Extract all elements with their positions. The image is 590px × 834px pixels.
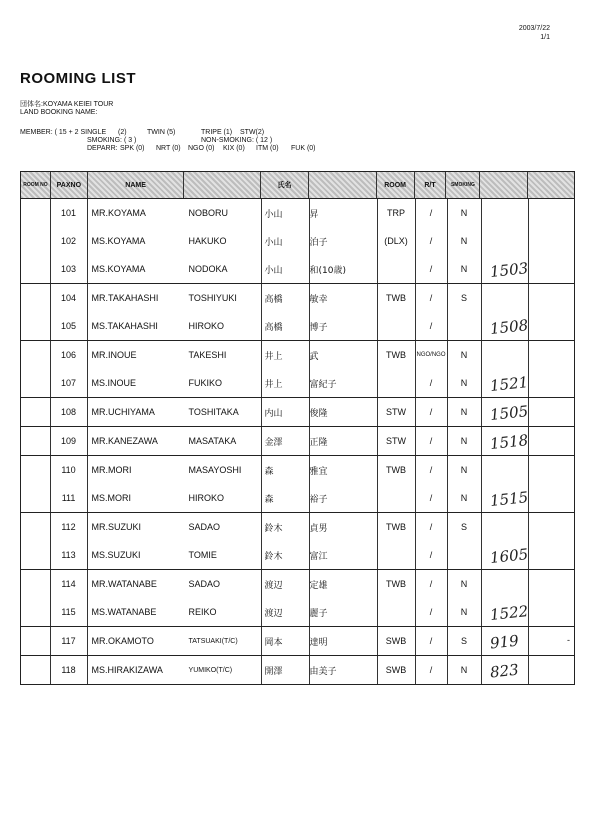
smoking-flag: N xyxy=(448,341,482,369)
jp-first-name: 由美子 xyxy=(310,656,378,684)
smoking-flag: N xyxy=(448,398,482,426)
handwritten-room-number: 1518 xyxy=(488,431,529,453)
jp-last-name: 森 xyxy=(262,484,310,512)
room-type: TWB xyxy=(378,570,416,598)
pax-number: 112 xyxy=(51,513,88,541)
group-rows xyxy=(51,513,482,569)
last-name xyxy=(88,427,185,455)
pax-number: 105 xyxy=(51,312,88,340)
jp-last-name: 井上 xyxy=(262,341,310,369)
room-type xyxy=(378,598,416,626)
smoking-flag: N xyxy=(448,598,482,626)
first-name: TOSHITAKA xyxy=(185,398,262,426)
name-title: MR. xyxy=(91,465,109,475)
first-name: FUKIKO xyxy=(185,369,262,397)
extra-cell xyxy=(529,284,574,340)
surname: MORI xyxy=(108,465,132,475)
jp-last-name: 開澤 xyxy=(262,656,310,684)
room-no-cell xyxy=(21,199,51,283)
name-title: MR. xyxy=(91,350,109,360)
dep-nrt: NRT (0) xyxy=(156,145,181,152)
room-type xyxy=(378,255,416,283)
handwritten-room-number: 1505 xyxy=(488,402,529,424)
table-row xyxy=(51,541,482,569)
handwritten-room-number: 1503 xyxy=(488,259,529,281)
room-group xyxy=(21,570,574,627)
dep-kix: KIX (0) xyxy=(223,145,245,152)
last-name xyxy=(88,627,185,655)
room-no-cell xyxy=(21,427,51,455)
rt-value: / xyxy=(416,513,448,541)
room-group xyxy=(21,284,574,341)
table-row xyxy=(51,341,482,369)
rt-value: / xyxy=(416,369,448,397)
extra-cell xyxy=(529,570,574,626)
jp-first-name: 富紀子 xyxy=(310,369,378,397)
room-type: STW xyxy=(378,398,416,426)
room-group xyxy=(21,199,574,284)
jp-last-name: 鈴木 xyxy=(262,541,310,569)
room-group xyxy=(21,341,574,398)
jp-last-name: 小山 xyxy=(262,199,310,227)
pax-number: 113 xyxy=(51,541,88,569)
pax-number: 103 xyxy=(51,255,88,283)
jp-last-name: 鈴木 xyxy=(262,513,310,541)
room-group xyxy=(21,513,574,570)
rt-value: / xyxy=(416,627,448,655)
room-type: TRP xyxy=(378,199,416,227)
name-title: MR. xyxy=(91,522,109,532)
last-name xyxy=(88,255,185,283)
first-name: NOBORU xyxy=(185,199,262,227)
room-type: STW xyxy=(378,427,416,455)
rt-value: / xyxy=(416,312,448,340)
jp-first-name: 正隆 xyxy=(310,427,378,455)
first-name: TOMIE xyxy=(185,541,262,569)
col-jp-name: 氏名 xyxy=(261,172,309,198)
room-number-cell xyxy=(482,513,529,569)
print-date xyxy=(519,24,550,42)
last-name xyxy=(88,284,185,312)
extra-cell xyxy=(529,627,574,655)
room-no-cell xyxy=(21,570,51,626)
first-name: HIROKO xyxy=(185,484,262,512)
room-type: (DLX) xyxy=(378,227,416,255)
rt-value: / xyxy=(416,484,448,512)
name-title: MR. xyxy=(91,436,109,446)
handwritten-room-number: 919 xyxy=(488,631,520,653)
table-row xyxy=(51,227,482,255)
name-title: MS. xyxy=(91,665,108,675)
single-count: (2) xyxy=(118,129,127,136)
col-rt: R/T xyxy=(415,172,447,198)
room-number-cell xyxy=(482,341,529,397)
last-name xyxy=(88,598,185,626)
jp-first-name: 俊隆 xyxy=(310,398,378,426)
pax-number: 108 xyxy=(51,398,88,426)
col-jp-name-cont xyxy=(309,172,377,198)
name-title: MS. xyxy=(91,264,108,274)
member-summary xyxy=(20,129,540,153)
extra-cell xyxy=(529,456,574,512)
room-type xyxy=(378,312,416,340)
col-room-no: ROOM NO xyxy=(21,172,51,198)
room-type xyxy=(378,484,416,512)
room-group xyxy=(21,427,574,456)
group-rows xyxy=(51,627,482,655)
date-text: 2003/7/22 xyxy=(518,25,550,32)
pax-number: 118 xyxy=(51,656,88,684)
first-name: HIROKO xyxy=(185,312,262,340)
group-rows xyxy=(51,284,482,340)
group-rows xyxy=(51,199,482,283)
surname: TAKAHASHI xyxy=(107,321,158,331)
surname: TAKAHASHI xyxy=(108,293,159,303)
col-smoking: SMOKING xyxy=(446,172,480,198)
group-rows xyxy=(51,398,482,426)
jp-first-name: 定雄 xyxy=(310,570,378,598)
last-name xyxy=(88,541,185,569)
rt-value: / xyxy=(416,227,448,255)
table-row xyxy=(51,627,482,655)
smoking-flag: N xyxy=(448,484,482,512)
group-name: 団体名:KOYAMA KEIEI TOUR xyxy=(20,101,114,108)
last-name xyxy=(88,369,185,397)
extra-cell xyxy=(529,427,574,455)
col-paxno: PAXNO xyxy=(51,172,88,198)
first-name: MASATAKA xyxy=(185,427,262,455)
table-row xyxy=(51,312,482,340)
room-type: TWB xyxy=(378,284,416,312)
smoking-flag: S xyxy=(448,513,482,541)
room-number-cell xyxy=(482,627,529,655)
jp-last-name: 岡本 xyxy=(262,627,310,655)
rooming-table xyxy=(20,171,575,685)
extra-cell xyxy=(529,341,574,397)
rt-value: / xyxy=(416,570,448,598)
twin-count: TWIN (5) xyxy=(147,129,176,136)
jp-first-name: 貞男 xyxy=(310,513,378,541)
last-name xyxy=(88,341,185,369)
room-number-cell xyxy=(482,456,529,512)
room-number-cell xyxy=(482,427,529,455)
jp-first-name: 泊子 xyxy=(310,227,378,255)
name-title: MS. xyxy=(91,321,108,331)
non-smoking-count: NON-SMOKING: ( 12 ) xyxy=(201,137,273,144)
pax-number: 106 xyxy=(51,341,88,369)
table-row xyxy=(51,427,482,455)
surname: KOYAMA xyxy=(107,264,146,274)
room-type: SWB xyxy=(378,656,416,684)
name-title: MR. xyxy=(91,293,109,303)
group-rows xyxy=(51,427,482,455)
group-rows xyxy=(51,456,482,512)
table-row xyxy=(51,199,482,227)
handwritten-room-number: 1605 xyxy=(488,545,529,567)
pax-number: 107 xyxy=(51,369,88,397)
smoking-flag: N xyxy=(448,369,482,397)
col-room-number xyxy=(480,172,528,198)
surname: MORI xyxy=(107,493,132,503)
first-name: TAKESHI xyxy=(185,341,262,369)
pax-number: 114 xyxy=(51,570,88,598)
jp-last-name: 金澤 xyxy=(262,427,310,455)
room-no-cell xyxy=(21,398,51,426)
room-type: TWB xyxy=(378,456,416,484)
first-name: SADAO xyxy=(185,570,262,598)
room-no-cell xyxy=(21,284,51,340)
jp-last-name: 高橋 xyxy=(262,284,310,312)
rt-value: / xyxy=(416,284,448,312)
jp-last-name: 渡辺 xyxy=(262,598,310,626)
handwritten-room-number: 1515 xyxy=(488,488,529,510)
table-row xyxy=(51,369,482,397)
surname: KOYAMA xyxy=(107,236,146,246)
rt-value: / xyxy=(416,427,448,455)
rt-value: / xyxy=(416,255,448,283)
page-title: ROOMING LIST xyxy=(20,70,136,87)
name-title: MR. xyxy=(91,407,109,417)
last-name xyxy=(88,513,185,541)
page-number: 1/1 xyxy=(540,34,550,41)
departure-label: DEPARR: xyxy=(87,145,118,152)
first-name: TOSHIYUKI xyxy=(185,284,262,312)
group-rows xyxy=(51,341,482,397)
room-type xyxy=(378,369,416,397)
last-name xyxy=(88,570,185,598)
room-number-cell xyxy=(482,570,529,626)
room-group xyxy=(21,627,574,656)
first-name: TATSUAKI(T/C) xyxy=(185,627,262,655)
table-row xyxy=(51,656,482,684)
surname: INOUE xyxy=(107,378,137,388)
jp-first-name: 博子 xyxy=(310,312,378,340)
smoking-flag: S xyxy=(448,627,482,655)
room-type: TWB xyxy=(378,513,416,541)
dep-spk: SPK (0) xyxy=(120,145,145,152)
jp-first-name: 武 xyxy=(310,341,378,369)
smoking-flag xyxy=(448,541,482,569)
last-name xyxy=(88,398,185,426)
last-name xyxy=(88,312,185,340)
table-row xyxy=(51,398,482,426)
handwritten-room-number: 1522 xyxy=(488,602,529,624)
jp-first-name: 富江 xyxy=(310,541,378,569)
smoking-count: SMOKING: ( 3 ) xyxy=(87,137,137,144)
jp-first-name: 和(10歳) xyxy=(310,255,378,283)
rt-value: / xyxy=(416,598,448,626)
extra-cell xyxy=(529,398,574,426)
rt-value: NGO/NGO xyxy=(416,341,448,369)
room-no-cell xyxy=(21,627,51,655)
name-title: MR. xyxy=(91,208,109,218)
room-no-cell xyxy=(21,456,51,512)
jp-first-name: 雅宜 xyxy=(310,456,378,484)
handwritten-room-number: 823 xyxy=(488,660,520,682)
jp-first-name: 昇 xyxy=(310,199,378,227)
jp-last-name: 森 xyxy=(262,456,310,484)
col-name: NAME xyxy=(88,172,185,198)
table-header xyxy=(21,172,574,199)
pax-number: 109 xyxy=(51,427,88,455)
group-meta xyxy=(20,101,113,117)
surname: KANEZAWA xyxy=(108,436,158,446)
surname: WATANABE xyxy=(107,607,157,617)
extra-cell xyxy=(529,199,574,283)
table-row xyxy=(51,456,482,484)
jp-first-name: 麗子 xyxy=(310,598,378,626)
jp-first-name: 達明 xyxy=(310,627,378,655)
extra-cell xyxy=(529,656,574,684)
room-type: TWB xyxy=(378,341,416,369)
name-title: MS. xyxy=(91,236,108,246)
triple-count: TRIPE (1) xyxy=(201,129,233,136)
jp-last-name: 井上 xyxy=(262,369,310,397)
room-no-cell xyxy=(21,656,51,684)
surname: OKAMOTO xyxy=(108,636,154,646)
room-type: SWB xyxy=(378,627,416,655)
room-number-cell xyxy=(482,199,529,283)
table-row xyxy=(51,255,482,283)
name-title: MR. xyxy=(91,579,109,589)
table-row xyxy=(51,598,482,626)
last-name xyxy=(88,456,185,484)
table-row xyxy=(51,284,482,312)
jp-last-name: 渡辺 xyxy=(262,570,310,598)
smoking-flag: S xyxy=(448,284,482,312)
jp-first-name: 敏幸 xyxy=(310,284,378,312)
pax-number: 101 xyxy=(51,199,88,227)
group-rows xyxy=(51,570,482,626)
land-booking-name: LAND BOOKING NAME: xyxy=(20,109,98,116)
room-number-cell xyxy=(482,398,529,426)
smoking-flag: N xyxy=(448,199,482,227)
last-name xyxy=(88,227,185,255)
name-title: MR. xyxy=(91,636,109,646)
room-number-cell xyxy=(482,284,529,340)
rt-value: / xyxy=(416,541,448,569)
last-name xyxy=(88,656,185,684)
handwritten-room-number: 1508 xyxy=(488,316,529,338)
table-row xyxy=(51,570,482,598)
name-title: MS. xyxy=(91,378,108,388)
margin-mark: - xyxy=(567,635,571,645)
table-body xyxy=(21,199,574,684)
smoking-flag: N xyxy=(448,255,482,283)
dep-ngo: NGO (0) xyxy=(188,145,215,152)
first-name: SADAO xyxy=(185,513,262,541)
rt-value: / xyxy=(416,656,448,684)
rt-value: / xyxy=(416,199,448,227)
jp-last-name: 小山 xyxy=(262,227,310,255)
surname: INOUE xyxy=(108,350,137,360)
surname: SUZUKI xyxy=(108,522,142,532)
dep-fuk: FUK (0) xyxy=(291,145,316,152)
room-group xyxy=(21,656,574,684)
pax-number: 110 xyxy=(51,456,88,484)
pax-number: 111 xyxy=(51,484,88,512)
last-name xyxy=(88,484,185,512)
jp-last-name: 内山 xyxy=(262,398,310,426)
dep-itm: ITM (0) xyxy=(256,145,279,152)
pax-number: 104 xyxy=(51,284,88,312)
rt-value: / xyxy=(416,456,448,484)
room-type xyxy=(378,541,416,569)
rt-value: / xyxy=(416,398,448,426)
stw-count: STW(2) xyxy=(240,129,265,136)
extra-cell xyxy=(529,513,574,569)
surname: UCHIYAMA xyxy=(108,407,155,417)
name-title: MS. xyxy=(91,493,108,503)
jp-last-name: 小山 xyxy=(262,255,310,283)
table-row xyxy=(51,484,482,512)
first-name: HAKUKO xyxy=(185,227,262,255)
smoking-flag: N xyxy=(448,427,482,455)
col-name-cont xyxy=(184,172,261,198)
first-name: REIKO xyxy=(185,598,262,626)
room-no-cell xyxy=(21,513,51,569)
surname: KOYAMA xyxy=(108,208,146,218)
last-name xyxy=(88,199,185,227)
table-row xyxy=(51,513,482,541)
smoking-flag: N xyxy=(448,227,482,255)
jp-last-name: 高橋 xyxy=(262,312,310,340)
smoking-flag: N xyxy=(448,456,482,484)
room-no-cell xyxy=(21,341,51,397)
member-count: MEMBER: ( 15 + 2 SINGLE xyxy=(20,129,107,136)
name-title: MS. xyxy=(91,550,108,560)
surname: WATANABE xyxy=(108,579,157,589)
smoking-flag: N xyxy=(448,656,482,684)
group-rows xyxy=(51,656,482,684)
smoking-flag: N xyxy=(448,570,482,598)
first-name: MASAYOSHI xyxy=(185,456,262,484)
first-name: YUMIKO(T/C) xyxy=(185,656,262,684)
name-title: MS. xyxy=(91,607,108,617)
col-room: ROOM xyxy=(377,172,415,198)
surname: HIRAKIZAWA xyxy=(107,665,163,675)
handwritten-room-number: 1521 xyxy=(488,373,529,395)
room-group xyxy=(21,456,574,513)
first-name: NODOKA xyxy=(185,255,262,283)
smoking-flag xyxy=(448,312,482,340)
pax-number: 102 xyxy=(51,227,88,255)
surname: SUZUKI xyxy=(107,550,141,560)
pax-number: 117 xyxy=(51,627,88,655)
pax-number: 115 xyxy=(51,598,88,626)
jp-first-name: 裕子 xyxy=(310,484,378,512)
room-group xyxy=(21,398,574,427)
col-extra xyxy=(528,172,574,198)
room-number-cell xyxy=(482,656,529,684)
